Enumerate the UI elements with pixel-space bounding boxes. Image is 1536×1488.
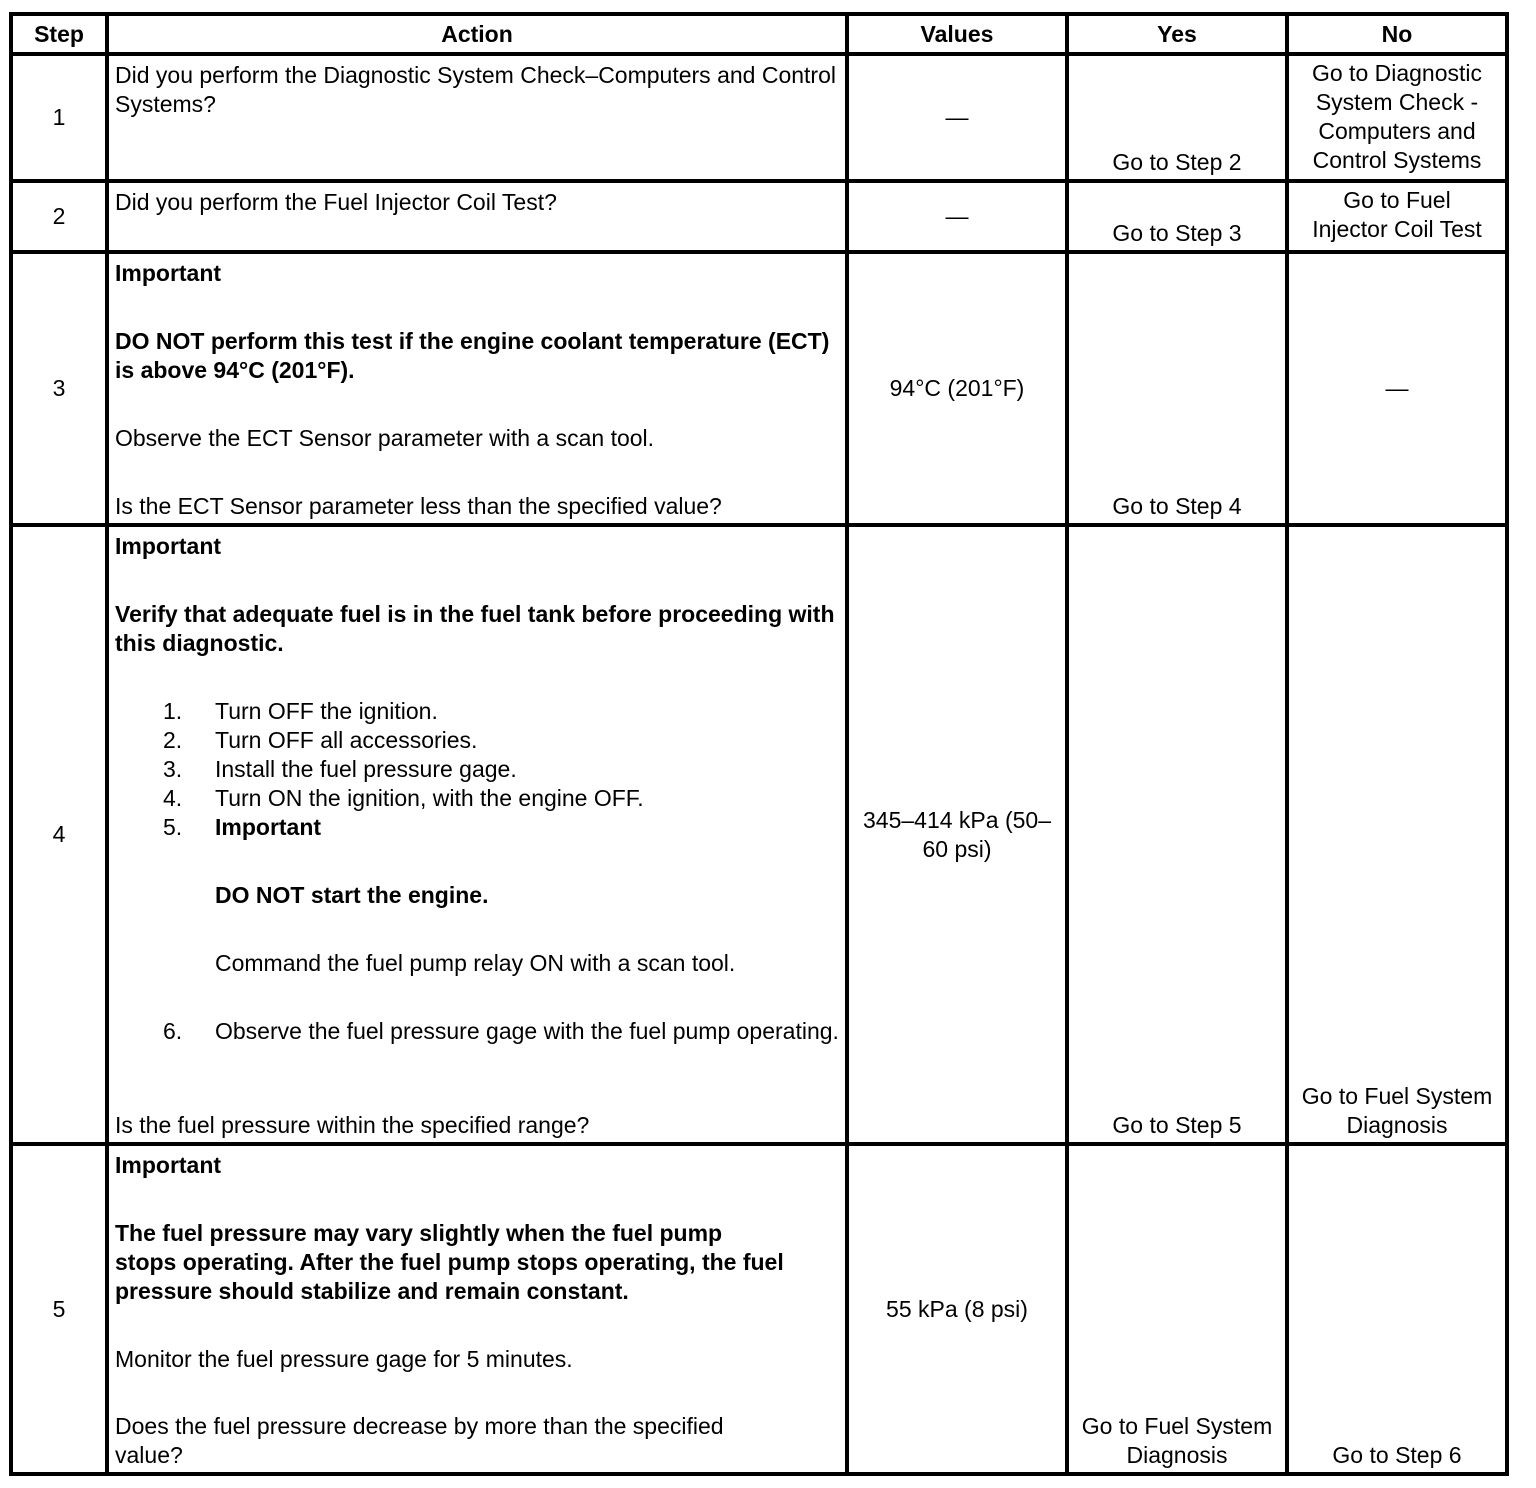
row-5-no-text: Go to Step 6 [1332,1442,1462,1468]
list-item: 4. Turn ON the ignition, with the engine OFF. [163,785,644,811]
row-5-step: 5 [52,1295,66,1322]
row-4-no-text: Go to Fuel System Diagnosis [1301,1083,1493,1138]
row-3-action [109,254,845,523]
row-4-values [849,527,1065,1142]
row-3-important-label: Important [115,260,222,286]
row-3-values: 94°C (201°F) [889,375,1025,401]
header-no: No [1381,20,1413,47]
list-item: 5. Important DO NOT start the engine. Command the fuel pump relay ON with a scan tool. [115,813,839,1017]
row-1-no [1289,56,1505,179]
row-1-no-text: Go to Diagnostic System Check - Computers and Control Systems [1311,60,1483,173]
row-5-yes-text: Go to Fuel System Diagnosis [1081,1413,1273,1468]
row-4-sub-warning: DO NOT start the engine. [215,882,489,908]
row-2-values: — [945,203,969,229]
row-5-no [1289,1146,1505,1472]
row-3-step: 3 [52,375,66,401]
row-2-no-text: Go to Fuel Injector Coil Test [1312,187,1482,242]
header-action: Action [441,20,513,47]
row-5-values: 55 kPa (8 psi) [886,1295,1028,1322]
row-2-step: 2 [52,203,66,229]
header-step: Step [34,20,84,47]
diagnostic-table [9,12,1509,1476]
row-3-warning: DO NOT perform this test if the engine coolant temperature (ECT) is above 94°C (201°F). [115,328,830,383]
row-2-yes-text: Go to Step 3 [1112,220,1242,246]
list-item: 1. Turn OFF the ignition. [163,698,438,724]
row-5-instruction: Monitor the fuel pressure gage for 5 minutes. [115,1346,573,1372]
list-item: 6. Observe the fuel pressure gage with the fuel pump operating. [163,1018,839,1044]
row-2-action-text: Did you perform the Fuel Injector Coil Test? [115,189,557,215]
row-3-instruction: Observe the ECT Sensor parameter with a scan tool. [115,425,655,451]
row-4-action [109,527,845,1142]
row-4-sub-instruction: Command the fuel pump relay ON with a scan tool. [215,950,736,976]
row-3-question: Is the ECT Sensor parameter less than the specified value? [115,493,722,519]
row-4-yes-text: Go to Step 5 [1112,1112,1242,1138]
row-4-question: Is the fuel pressure within the specified range? [115,1112,590,1138]
list-item: 3. Install the fuel pressure gage. [163,756,517,782]
row-5-question: Does the fuel pressure decrease by more than the specified value? [115,1413,724,1468]
row-3-no: — [1385,375,1409,401]
row-4-warning: Verify that adequate fuel is in the fuel tank before proceeding with this diagnostic. [115,601,835,656]
table-border-right [1505,12,1509,1476]
row-4-step: 4 [52,821,66,847]
row-4-values-text: 345–414 kPa (50–60 psi) [863,806,1051,862]
row-3-yes-text: Go to Step 4 [1112,493,1242,519]
list-item: 2. Turn OFF all accessories. [163,727,478,753]
row-4-yes [1069,527,1285,1142]
row-4-procedure-list [115,697,839,1046]
row-4-important-label: Important [115,533,222,559]
table-border-bottom [9,1472,1509,1476]
row-5-important-label: Important [115,1152,222,1178]
row-4-sub-important-label: Important [215,814,322,840]
row-1-step: 1 [52,104,66,130]
row-1-action [109,56,845,179]
row-1-values: — [945,104,969,130]
row-5-yes [1069,1146,1285,1472]
row-1-yes-text: Go to Step 2 [1112,149,1242,175]
row-2-yes [1069,183,1285,250]
row-4-no [1289,527,1505,1142]
row-1-action-text: Did you perform the Diagnostic System Check–Computers and Control Systems? [115,62,836,117]
row-2-no [1289,183,1505,250]
row-1-yes [1069,56,1285,179]
row-5-warning: The fuel pressure may vary slightly when the fuel pump stops operating. After the fuel pump stops operating, the fuel pressure should stabilize and remain constant. [115,1220,784,1304]
header-values: Values [920,20,994,47]
row-5-action [109,1146,845,1472]
row-3-yes [1069,254,1285,523]
header-yes: Yes [1157,20,1197,47]
row-2-action [109,183,845,250]
